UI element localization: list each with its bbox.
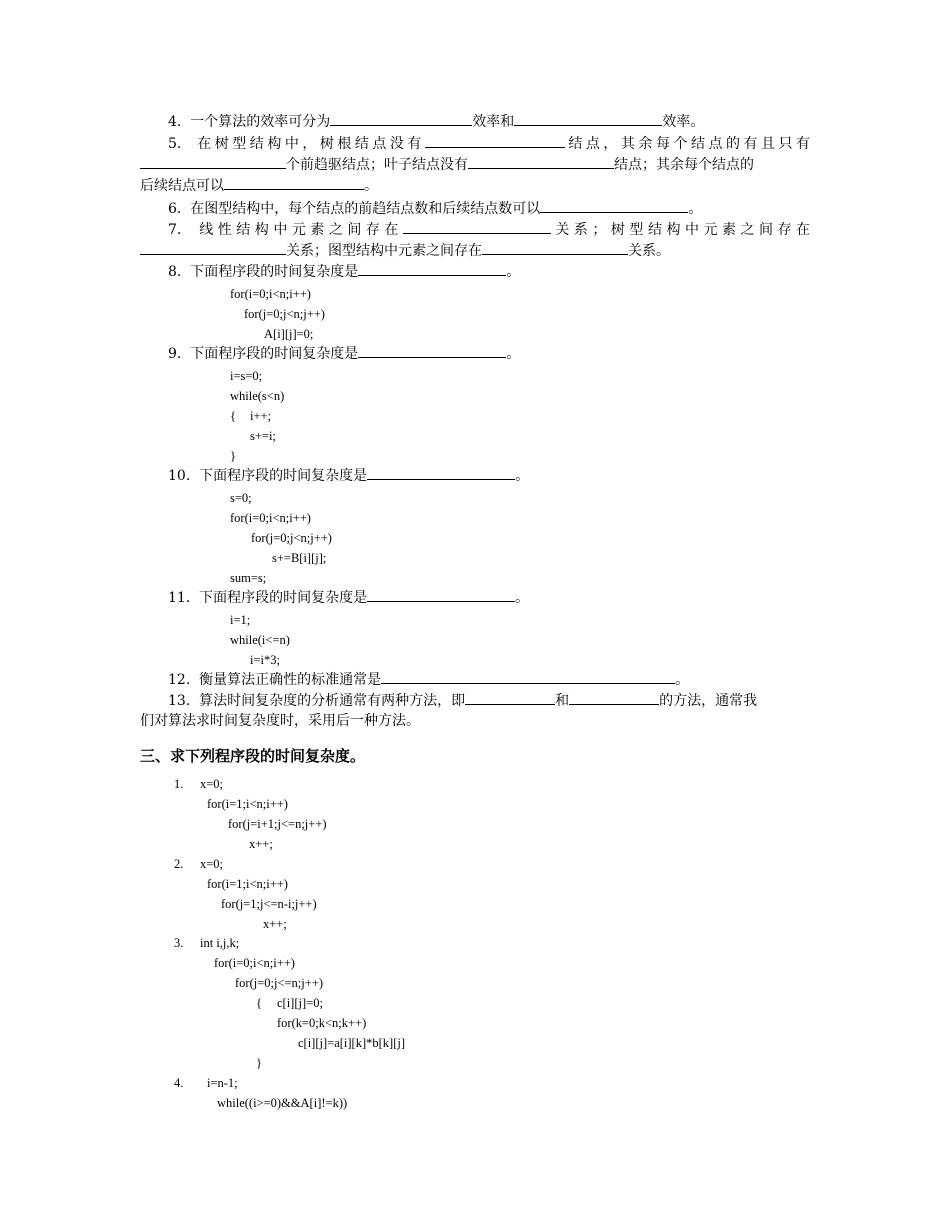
answer-blank[interactable] — [140, 240, 286, 255]
answer-blank[interactable] — [465, 690, 555, 705]
question-number: 4. — [168, 114, 182, 130]
answer-blank[interactable] — [358, 343, 506, 358]
answer-blank[interactable] — [425, 133, 565, 148]
problem-number: 1. — [174, 777, 184, 791]
answer-blank[interactable] — [514, 111, 662, 126]
question-number: 6. — [168, 201, 182, 217]
code-line: i=s=0; — [230, 369, 263, 383]
code-line: x++; — [263, 917, 287, 931]
code-line: A[i][j]=0; — [264, 327, 314, 341]
answer-blank[interactable] — [482, 240, 628, 255]
question-13-line-2: 们对算法求时间复杂度时，采用后一种方法。 — [140, 713, 420, 729]
answer-blank[interactable] — [569, 690, 659, 705]
code-line: for(k=0;k<n;k++) — [277, 1016, 367, 1030]
code-line: for(j=0;j<n;j++) — [244, 307, 325, 321]
code-line: sum=s; — [230, 571, 267, 585]
code-line: while(s<n) — [230, 389, 285, 403]
question-number: 13. — [168, 693, 191, 709]
question-number: 9. — [168, 346, 182, 362]
question-10: 10. 下面程序段的时间复杂度是 。 — [140, 465, 810, 486]
code-line: for(i=1;i<n;i++) — [207, 797, 288, 811]
answer-blank[interactable] — [224, 175, 364, 190]
code-line: while(i<=n) — [230, 633, 290, 647]
code-line: s+=i; — [250, 429, 276, 443]
answer-blank[interactable] — [367, 587, 515, 602]
code-line: i=i*3; — [250, 653, 280, 667]
question-number: 8. — [168, 264, 182, 280]
answer-blank[interactable] — [381, 669, 675, 684]
code-line: for(j=0;j<=n;j++) — [235, 976, 324, 990]
code-line: for(i=0;i<n;i++) — [214, 956, 295, 970]
question-7-line-1: 7. 线性结构中元素之间存在 关系；树型结构中元素之间存在 — [140, 219, 810, 240]
code-line: for(i=1;i<n;i++) — [207, 877, 288, 891]
code-line: for(i=0;i<n;i++) — [230, 287, 311, 301]
code-line: for(i=0;i<n;i++) — [230, 511, 311, 525]
code-line: for(j=1;j<=n-i;j++) — [221, 897, 317, 911]
code-line: } — [230, 449, 236, 463]
answer-blank[interactable] — [468, 154, 614, 169]
question-6: 6. 在图型结构中，每个结点的前趋结点数和后续结点数可以 。 — [140, 198, 810, 219]
code-line: { — [230, 409, 236, 423]
code-line: x=0; — [200, 777, 224, 791]
answer-blank[interactable] — [367, 465, 515, 480]
code-line: c[i][j]=a[i][k]*b[k][j] — [298, 1036, 405, 1050]
answer-blank[interactable] — [540, 198, 688, 213]
question-number: 12. — [168, 672, 191, 688]
code-line: x=0; — [200, 857, 224, 871]
code-line: i=n-1; — [207, 1076, 238, 1090]
code-line: s=0; — [230, 491, 252, 505]
problem-number: 3. — [174, 936, 184, 950]
question-13-line-1: 13. 算法时间复杂度的分析通常有两种方法，即 和 的方法，通常我 — [140, 690, 810, 711]
answer-blank[interactable] — [140, 154, 286, 169]
question-5-line-1: 5. 在树型结构中，树根结点没有 结点，其余每个结点的有且只有 — [140, 133, 810, 154]
question-11: 11. 下面程序段的时间复杂度是 。 — [140, 587, 810, 608]
section-heading: 三、求下列程序段的时间复杂度。 — [140, 747, 366, 765]
question-number: 11. — [168, 590, 191, 606]
question-8: 8. 下面程序段的时间复杂度是 。 — [140, 261, 810, 282]
code-line: s+=B[i][j]; — [272, 551, 327, 565]
question-12: 12. 衡量算法正确性的标准通常是 。 — [140, 669, 810, 690]
code-line: } — [256, 1056, 262, 1070]
question-4: 4. 一个算法的效率可分为 效率和 效率。 — [140, 111, 810, 132]
answer-blank[interactable] — [403, 219, 551, 234]
code-line: x++; — [249, 837, 273, 851]
code-line: int i,j,k; — [200, 936, 240, 950]
question-number: 5. — [168, 136, 182, 152]
code-line: { — [256, 996, 262, 1010]
question-5-line-3: 后续结点可以 。 — [140, 175, 810, 196]
code-line: i++; — [250, 409, 272, 423]
question-7-line-2: 关系；图型结构中元素之间存在 关系。 — [140, 240, 810, 261]
code-line: c[i][j]=0; — [277, 996, 323, 1010]
answer-blank[interactable] — [358, 261, 506, 276]
question-9: 9. 下面程序段的时间复杂度是 。 — [140, 343, 810, 364]
answer-blank[interactable] — [330, 111, 472, 126]
problem-number: 2. — [174, 857, 184, 871]
problem-number: 4. — [174, 1076, 184, 1090]
question-number: 10. — [168, 468, 191, 484]
code-line: for(j=0;j<n;j++) — [251, 531, 332, 545]
code-line: i=1; — [230, 613, 251, 627]
question-number: 7. — [168, 222, 182, 238]
code-line: while((i>=0)&&A[i]!=k)) — [217, 1096, 348, 1110]
code-line: for(j=i+1;j<=n;j++) — [228, 817, 327, 831]
question-5-line-2: 个前趋驱结点；叶子结点没有 结点；其余每个结点的 — [140, 154, 810, 175]
